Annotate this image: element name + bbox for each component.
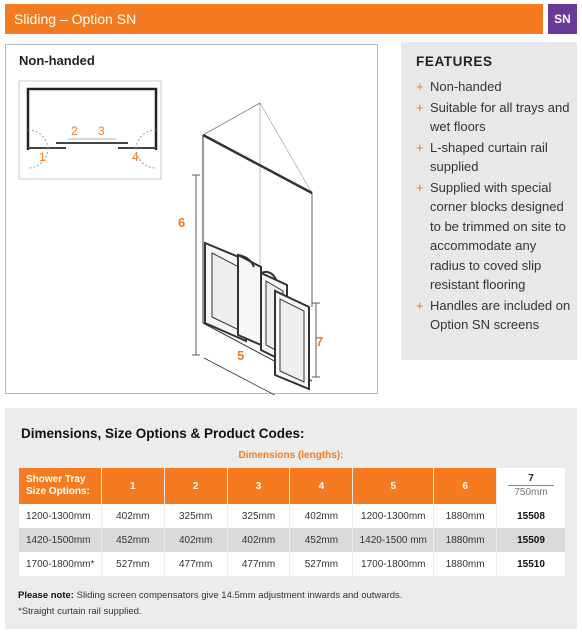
footnote: *Straight curtain rail supplied.	[18, 606, 142, 617]
elevation-label-5: 5	[237, 348, 245, 363]
product-diagram	[6, 45, 379, 395]
plan-label-3: 3	[98, 124, 105, 138]
column-header: 3	[228, 468, 290, 504]
features-list	[416, 77, 572, 336]
plan-label-4: 4	[132, 150, 139, 164]
elevation-label-6: 6	[178, 215, 186, 230]
table-row: 1420-1500mm 452mm 402mm 402mm 452mm 1420-1500 mm 1880mm 15509	[19, 528, 565, 552]
elevation-label-7: 7	[316, 334, 324, 349]
plus-icon: +	[416, 179, 424, 195]
feature-item: + Supplied with special corner blocks designed to be trimmed on site to accommodate any radius to coved slip resistant flooring	[416, 179, 566, 292]
column-header: 5	[353, 468, 433, 504]
table-row: 1700-1800mm* 527mm 477mm 477mm 527mm 1700-1800mm 1880mm 15510	[19, 552, 565, 576]
plus-icon: +	[416, 99, 424, 115]
dimensions-table	[18, 468, 566, 576]
dimensions-subtitle: Dimensions (lengths):	[238, 450, 344, 461]
plan-label-1: 1	[39, 150, 46, 164]
feature-item: + Non-handed	[416, 77, 572, 97]
column-header: 7 750mm	[497, 468, 565, 504]
adjustment-note: Please note: Sliding screen compensators give 14.5mm adjustment inwards and outwards.	[18, 590, 403, 601]
product-code: 15509	[497, 528, 565, 552]
features-title: FEATURES	[416, 54, 493, 69]
plus-icon: +	[416, 297, 424, 313]
plan-view-frame	[19, 81, 161, 179]
feature-item: + Suitable for all trays and wet floors	[416, 99, 570, 134]
section-title: Sliding – Option SN	[14, 11, 137, 27]
column-header: 4	[290, 468, 352, 504]
section-header	[5, 4, 543, 34]
table-header-row	[19, 468, 565, 504]
plus-icon: +	[416, 139, 424, 155]
column-header: 6	[434, 468, 496, 504]
plan-label-2: 2	[71, 124, 78, 138]
table-row: 1200-1300mm 402mm 325mm 325mm 402mm 1200-1300mm 1880mm 15508	[19, 504, 565, 528]
product-code: 15510	[497, 552, 565, 576]
column-header: 1	[102, 468, 164, 504]
features-panel	[401, 42, 577, 360]
option-code-badge: SN	[548, 4, 577, 34]
dimensions-title: Dimensions, Size Options & Product Codes:	[21, 426, 305, 441]
feature-item: + Handles are included on Option SN screens	[416, 297, 571, 332]
diagram-panel	[5, 44, 378, 394]
handing-label: Non-handed	[19, 53, 95, 68]
column-header: 2	[165, 468, 227, 504]
dimensions-panel	[5, 408, 577, 629]
elevation-drawing	[192, 103, 320, 395]
column-header: Shower Tray Size Options:	[19, 468, 101, 504]
product-code: 15508	[497, 504, 565, 528]
feature-item: + L-shaped curtain rail supplied	[416, 139, 548, 174]
plus-icon: +	[416, 79, 424, 94]
